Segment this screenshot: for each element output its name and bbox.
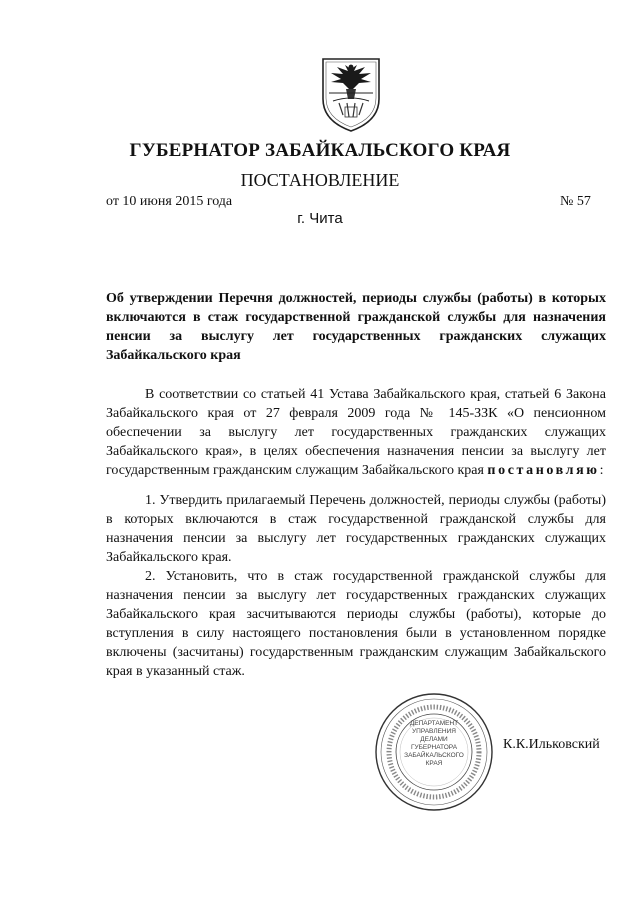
stamp-inner-text: ДЕПАРТАМЕНТ УПРАВЛЕНИЯ ДЕЛАМИ ГУБЕРНАТОРА ЗАБАЙКАЛЬСКОГО КРАЯ [404,720,464,767]
signatory-name: К.К.Ильковский [503,737,600,752]
document-body [106,385,606,681]
document-number: № 57 [560,194,591,209]
zabaikalsky-coat-of-arms-icon [319,55,383,133]
document-type: ПОСТАНОВЛЕНИЕ [240,170,400,190]
preamble-paragraph [106,385,606,480]
item-paragraph-1: 1. Утвердить прилагаемый Перечень должностей, периоды службы (работы) в которых включаются в стаж государственной гражданской службы для назначения пенсии за выслугу лет государственных гражданских служащих Забайкальского края. [106,493,606,565]
decree-colon: : [599,463,604,478]
document-city: г. Чита [297,210,343,227]
document-authority: ГУБЕРНАТОР ЗАБАЙКАЛЬСКОГО КРАЯ [129,140,511,161]
item-paragraph-2: 2. Установить, что в стаж государственной гражданской службы для назначения пенсии за выслугу лет государственных гражданских служащих Забайкальского края засчитываются периоды службы (работы), которые до вступления в силу настоящего постановления были в установленном порядке включены (засчитаны) государственным гражданским служащим Забайкальского края в указанный стаж. [106,569,606,679]
document-title: Об утверждении Перечня должностей, периоды службы (работы) в которых включаются в стаж государственной гражданской службы для назначения пенсии за выслугу лет государственных гражданских служащих Забайкальского края [106,291,606,363]
document-date: от 10 июня 2015 года [106,194,233,209]
preamble-text: В соответствии со статьей 41 Устава Забайкальского края, статьей 6 Закона Забайкальского края от 27 февраля 2009 года № 145-ЗЗК «О пенсионном обеспечении за выслугу лет государственных гражданских служащих Забайкальского края», в целях обеспечения назначения пенсии за выслугу лет государственным гражданским служащим Забайкальского края [106,387,606,478]
decree-word: постановляю [487,463,600,478]
